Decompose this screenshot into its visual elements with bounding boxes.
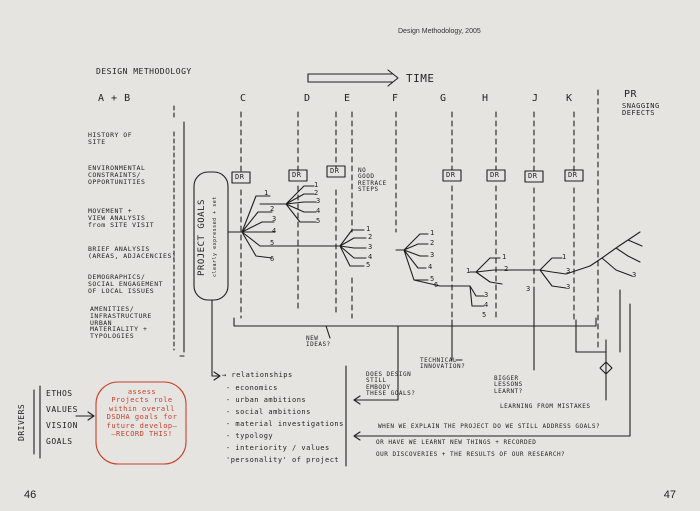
branch-number: 1 bbox=[562, 253, 567, 261]
bigger-lessons-note: BIGGER LESSONS LEARNT? bbox=[494, 375, 523, 395]
branch-number: 3 bbox=[368, 243, 373, 251]
stage-k: K bbox=[566, 93, 573, 104]
when-we-explain-note: WHEN WE EXPLAIN THE PROJECT DO WE STILL ADDRESS GOALS? bbox=[378, 423, 601, 430]
pr-label: PR bbox=[624, 89, 638, 100]
header-title: Design Methodology, 2005 bbox=[398, 28, 481, 35]
left-item: ENVIRONMENTAL CONSTRAINTS/ OPPORTUNITIES bbox=[88, 164, 146, 186]
time-label: TIME bbox=[406, 72, 435, 85]
dr-label: DR bbox=[292, 171, 302, 179]
driver-item: GOALS bbox=[46, 437, 73, 446]
goal-list-item: - economics bbox=[226, 384, 278, 392]
learning-mistakes-note: LEARNING FROM MISTAKES bbox=[500, 403, 591, 410]
stage-d: D bbox=[304, 93, 311, 104]
goal-fan bbox=[228, 196, 304, 258]
branch-number: 3 bbox=[430, 251, 435, 259]
stage-j: J bbox=[532, 93, 539, 104]
snagging-label: SNAGGING DEFECTS bbox=[622, 102, 660, 118]
goal-list-item: - typology bbox=[226, 432, 274, 440]
does-design-note: DOES DESIGN STILL EMBODY THESE GOALS? bbox=[366, 371, 416, 397]
no-good-note: NO GOOD RETRACE STEPS bbox=[358, 167, 387, 193]
dr-label: DR bbox=[528, 172, 538, 180]
dr-label: DR bbox=[568, 171, 578, 179]
branch-number: 5 bbox=[316, 217, 321, 225]
branch-number: 1 bbox=[502, 253, 507, 261]
branch-number: 2 bbox=[430, 239, 435, 247]
stage-lines bbox=[241, 90, 598, 350]
or-have-we-note: OR HAVE WE LEARNT NEW THINGS + RECORDED bbox=[376, 439, 537, 446]
page-number-right: 47 bbox=[663, 489, 676, 501]
goal-list-item: - social ambitions bbox=[226, 408, 311, 416]
diagram-title: DESIGN METHODOLOGY bbox=[96, 67, 192, 76]
branch-number: 3 bbox=[632, 271, 637, 279]
driver-item: VALUES bbox=[46, 405, 78, 414]
branch-number: 1 bbox=[314, 181, 319, 189]
new-ideas-note: NEW IDEAS? bbox=[306, 335, 331, 349]
branch-number: 5 bbox=[270, 239, 275, 247]
drivers-label: DRIVERS bbox=[17, 403, 26, 441]
branch-number: 2 bbox=[270, 205, 275, 213]
branch-number: 3 bbox=[566, 267, 571, 275]
technical-innovation-note: TECHNICAL INNOVATION? bbox=[420, 357, 466, 371]
left-item: MOVEMENT + VIEW ANALYSIS from SITE VISIT bbox=[88, 207, 155, 229]
branch-number: 4 bbox=[368, 253, 373, 261]
project-goals-sub: clearly expressed + set bbox=[212, 196, 218, 278]
driver-item: ETHOS bbox=[46, 389, 73, 398]
stage-c: C bbox=[240, 93, 247, 104]
left-item: HISTORY OF SITE bbox=[88, 131, 133, 146]
branch-number: 5 bbox=[366, 261, 371, 269]
stage-h: H bbox=[482, 93, 489, 104]
branch-number: 2 bbox=[368, 233, 373, 241]
left-item: AMENITIES/ INFRASTRUCTURE URBAN MATERIALITY + TYPOLOGIES bbox=[90, 305, 152, 341]
goal-list-item: - material investigations bbox=[226, 420, 344, 428]
stage-e: E bbox=[344, 93, 351, 104]
bottom-bracket bbox=[234, 318, 596, 326]
branch-number: 3 bbox=[316, 197, 321, 205]
branch-number: 4 bbox=[484, 301, 489, 309]
branch-number: 4 bbox=[316, 207, 321, 215]
branch-number: 3 bbox=[526, 285, 531, 293]
our-discoveries-note: OUR DISCOVERIES + THE RESULTS OF OUR RESEARCH? bbox=[376, 451, 566, 458]
branch-number: 5 bbox=[482, 311, 487, 319]
branch-number: 3 bbox=[272, 215, 277, 223]
branch-number: 1 bbox=[366, 225, 371, 233]
branch-number: 1 bbox=[430, 229, 435, 237]
branch-number: 4 bbox=[428, 263, 433, 271]
goal-list-item: - interiority / values bbox=[226, 444, 330, 452]
goal-list-item: 'personality' of project bbox=[226, 456, 340, 464]
branch-number: 6 bbox=[270, 255, 275, 263]
branch-number: 4 bbox=[272, 227, 277, 235]
goal-list-item: - urban ambitions bbox=[226, 396, 307, 404]
branch-number: 5 bbox=[430, 275, 435, 283]
red-note: assess Projects role within overall DSDHA goals for future develop— —RECORD THIS! bbox=[106, 388, 178, 438]
dr-label: DR bbox=[446, 171, 456, 179]
left-item: BRIEF ANALYSIS (AREAS, ADJACENCIES) bbox=[88, 245, 177, 260]
branch-number: 1 bbox=[264, 189, 269, 197]
dr-label: DR bbox=[235, 173, 245, 181]
dr-label: DR bbox=[330, 167, 340, 175]
stage-g: G bbox=[440, 93, 447, 104]
driver-item: VISION bbox=[46, 421, 78, 430]
page-number-left: 46 bbox=[24, 489, 37, 501]
time-arrow bbox=[308, 70, 398, 86]
branch-number: 1 bbox=[466, 267, 471, 275]
branch-number: 6 bbox=[434, 281, 439, 289]
project-goals-label: PROJECT GOALS bbox=[197, 199, 207, 277]
dr-label: DR bbox=[490, 171, 500, 179]
branch-number: 3 bbox=[484, 291, 489, 299]
left-item: DEMOGRAPHICS/ SOCIAL ENGAGEMENT OF LOCAL ISSUES bbox=[88, 273, 164, 295]
stage-f: F bbox=[392, 93, 399, 104]
branch-number: 2 bbox=[504, 265, 509, 273]
goal-list-item: → relationships bbox=[222, 371, 293, 379]
branch-number: 3 bbox=[566, 283, 571, 291]
branch-number: 2 bbox=[314, 189, 319, 197]
stage-ab: A + B bbox=[98, 93, 131, 104]
